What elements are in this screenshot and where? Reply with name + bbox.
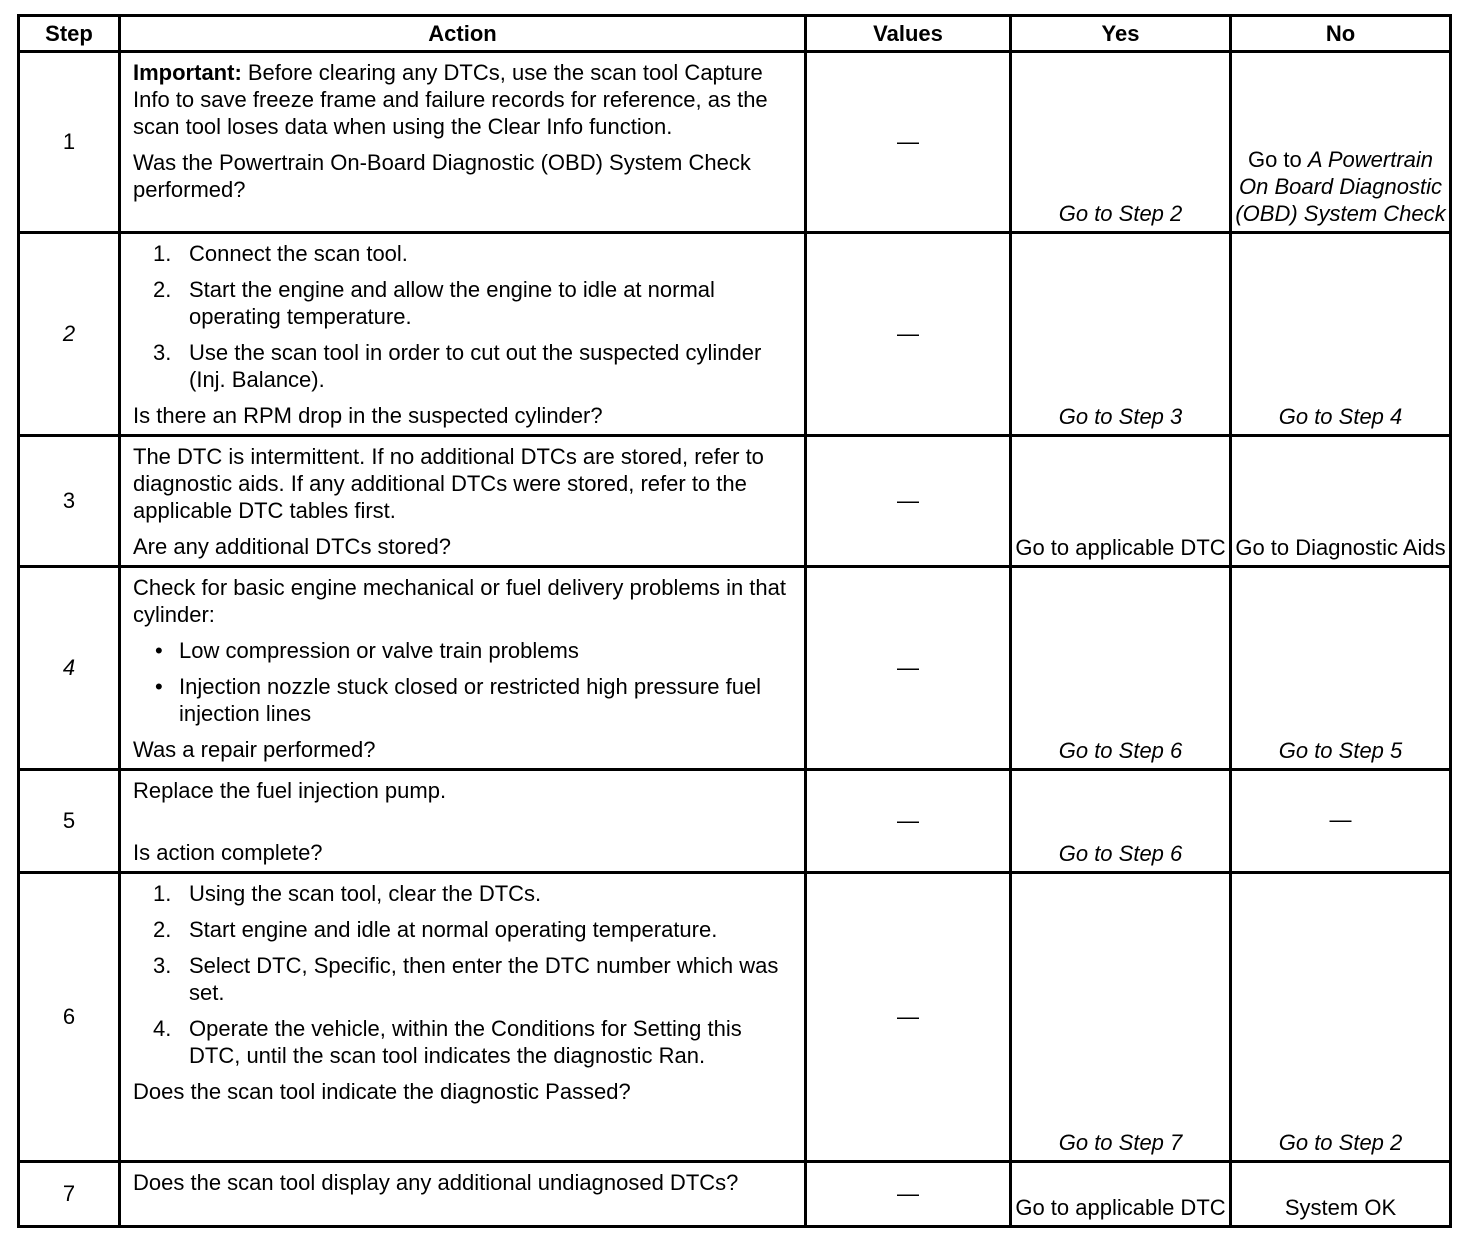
table-row <box>19 233 1451 436</box>
action-question: Is action complete? <box>133 840 323 865</box>
no-prefix: Go to <box>1247 147 1302 172</box>
important-note <box>133 59 794 140</box>
list-item <box>133 1015 794 1069</box>
step-number: 2 <box>19 233 120 436</box>
values-cell: — <box>806 567 1011 770</box>
yes-cell: Go to Step 3 <box>1011 233 1231 436</box>
action-cell <box>120 1162 806 1227</box>
bullet-icon: • <box>155 674 163 699</box>
item-number: 3. <box>153 340 172 365</box>
action-text: Check for basic engine mechanical or fuel delivery problems in that cylinder: <box>133 575 786 627</box>
yes-cell: Go to Step 7 <box>1011 873 1231 1162</box>
action-question: Is there an RPM drop in the suspected cylinder? <box>133 403 603 428</box>
header-values: Values <box>806 16 1011 52</box>
action-cell <box>120 873 806 1162</box>
action-cell <box>120 567 806 770</box>
important-label: Important: <box>133 60 242 85</box>
list-item <box>133 339 794 393</box>
action-cell <box>120 436 806 567</box>
table-row <box>19 770 1451 873</box>
no-cell: System OK <box>1231 1162 1451 1227</box>
table-row <box>19 873 1451 1162</box>
no-cell: — <box>1231 770 1451 873</box>
step-number: 7 <box>19 1162 120 1227</box>
diagnostic-table <box>17 14 1452 1228</box>
list-item <box>133 673 794 727</box>
header-step: Step <box>19 16 120 52</box>
item-number: 1. <box>153 241 172 266</box>
table-row <box>19 436 1451 567</box>
bullet-list <box>133 637 794 727</box>
list-item <box>133 637 794 664</box>
item-number: 2. <box>153 917 172 942</box>
action-question: Was a repair performed? <box>133 737 376 762</box>
bullet-icon: • <box>155 638 163 663</box>
item-text: Connect the scan tool. <box>189 241 408 266</box>
no-cell <box>1231 52 1451 233</box>
step-number: 3 <box>19 436 120 567</box>
list-item <box>133 240 794 267</box>
header-yes: Yes <box>1011 16 1231 52</box>
action-text: The DTC is intermittent. If no additional DTCs are stored, refer to diagnostic aids. If any additional DTCs were stored, refer to the applicable DTC tables first. <box>133 444 764 523</box>
header-action: Action <box>120 16 806 52</box>
list-item <box>133 276 794 330</box>
list-item <box>133 880 794 907</box>
action-cell <box>120 52 806 233</box>
table-row <box>19 1162 1451 1227</box>
values-cell: — <box>806 52 1011 233</box>
item-text: Select DTC, Specific, then enter the DTC number which was set. <box>189 953 779 1005</box>
values-cell: — <box>806 873 1011 1162</box>
action-question: Does the scan tool indicate the diagnostic Passed? <box>133 1079 631 1104</box>
item-number: 4. <box>153 1016 172 1041</box>
header-no: No <box>1231 16 1451 52</box>
item-number: 1. <box>153 881 172 906</box>
action-cell <box>120 233 806 436</box>
table-row <box>19 567 1451 770</box>
yes-cell: Go to Step 6 <box>1011 567 1231 770</box>
yes-cell: Go to Step 2 <box>1011 52 1231 233</box>
item-number: 3. <box>153 953 172 978</box>
step-number: 1 <box>19 52 120 233</box>
step-number: 6 <box>19 873 120 1162</box>
yes-cell: Go to Step 6 <box>1011 770 1231 873</box>
action-question: Was the Powertrain On-Board Diagnostic (OBD) System Check performed? <box>133 150 751 202</box>
no-cell: Go to Step 2 <box>1231 873 1451 1162</box>
list-item <box>133 952 794 1006</box>
step-number: 4 <box>19 567 120 770</box>
item-text: Using the scan tool, clear the DTCs. <box>189 881 542 906</box>
list-item <box>133 916 794 943</box>
item-text: Operate the vehicle, within the Conditions for Setting this DTC, until the scan tool indicates the diagnostic Ran. <box>189 1016 742 1068</box>
header-row <box>19 16 1451 52</box>
no-link-text: A Powertrain On Board Diagnostic (OBD) System Check <box>1235 147 1446 226</box>
no-cell: Go to Step 4 <box>1231 233 1451 436</box>
action-cell <box>120 770 806 873</box>
item-text: Injection nozzle stuck closed or restricted high pressure fuel injection lines <box>179 674 762 726</box>
numbered-list <box>133 880 794 1069</box>
table-row <box>19 52 1451 233</box>
no-cell: Go to Diagnostic Aids <box>1231 436 1451 567</box>
values-cell: — <box>806 233 1011 436</box>
values-cell: — <box>806 1162 1011 1227</box>
item-number: 2. <box>153 277 172 302</box>
values-cell: — <box>806 436 1011 567</box>
action-text: Replace the fuel injection pump. <box>133 778 447 803</box>
no-cell: Go to Step 5 <box>1231 567 1451 770</box>
item-text: Start engine and idle at normal operating temperature. <box>189 917 718 942</box>
numbered-list <box>133 240 794 393</box>
action-question: Are any additional DTCs stored? <box>133 534 451 559</box>
item-text: Use the scan tool in order to cut out the suspected cylinder (Inj. Balance). <box>189 340 762 392</box>
step-number: 5 <box>19 770 120 873</box>
item-text: Low compression or valve train problems <box>179 638 579 663</box>
item-text: Start the engine and allow the engine to idle at normal operating temperature. <box>189 277 715 329</box>
important-text: Before clearing any DTCs, use the scan tool Capture Info to save freeze frame and failure records for reference, as the scan tool loses data when using the Clear Info function. <box>133 60 768 139</box>
yes-cell: Go to applicable DTC <box>1011 1162 1231 1227</box>
values-cell: — <box>806 770 1011 873</box>
action-question: Does the scan tool display any additional undiagnosed DTCs? <box>133 1170 739 1195</box>
yes-cell: Go to applicable DTC <box>1011 436 1231 567</box>
